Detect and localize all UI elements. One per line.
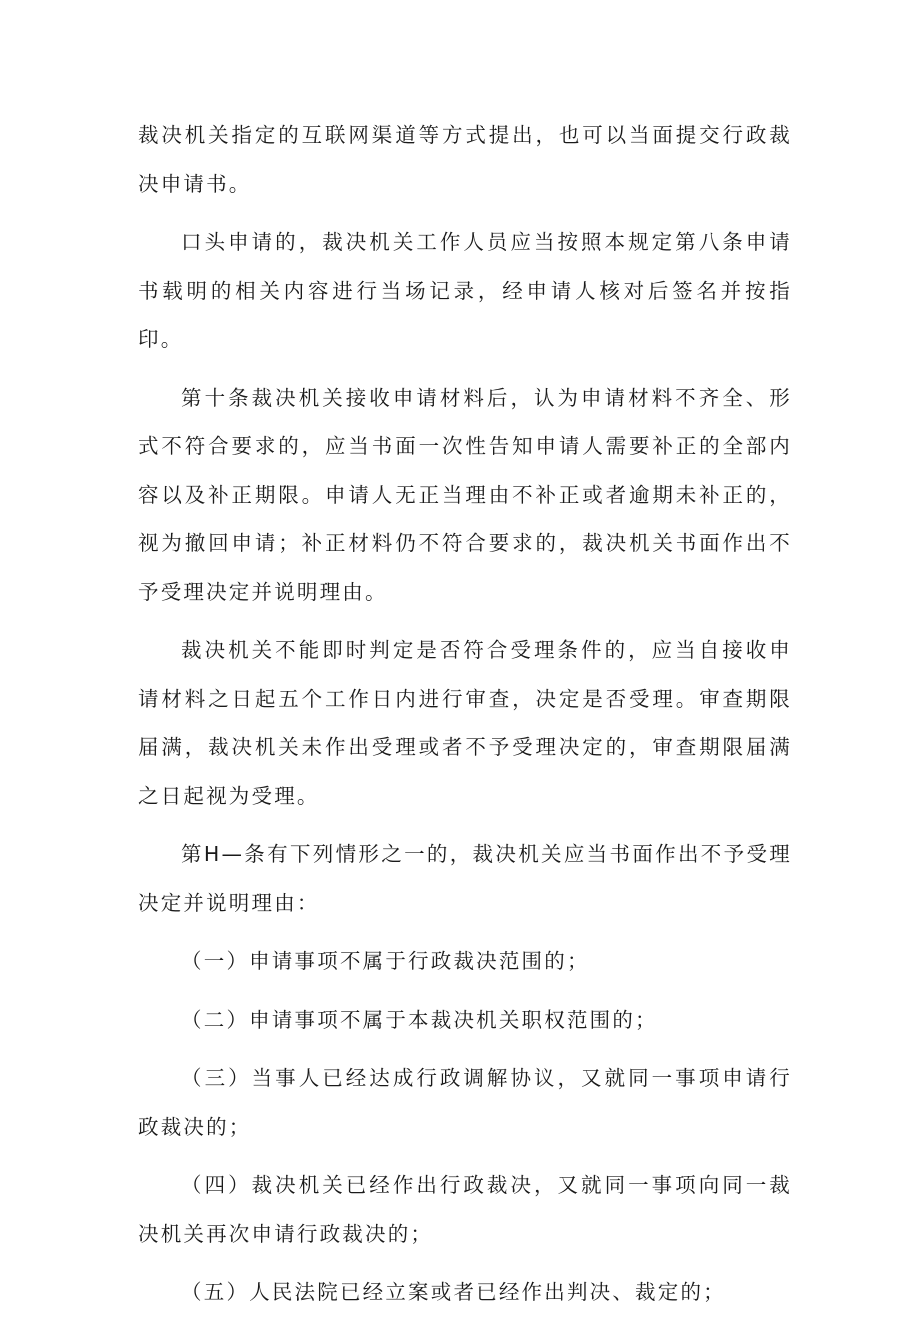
paragraph-article-10: 第十条裁决机关接收申请材料后，认为申请材料不齐全、形式不符合要求的，应当书面一次性告知申请人需要补正的全部内容以及补正期限。申请人无正当理由不补正或者逾期未补正的，视为撤回申请；补正材料仍不符合要求的，裁决机关书面作出不予受理决定并说明理由。 bbox=[138, 385, 792, 604]
list-item-5: （五）人民法院已经立案或者已经作出判决、裁定的； bbox=[181, 1280, 726, 1304]
paragraph-continuation: 裁决机关指定的互联网渠道等方式提出，也可以当面提交行政裁决申请书。 bbox=[138, 123, 792, 196]
paragraph-review-period: 裁决机关不能即时判定是否符合受理条件的，应当自接收申请材料之日起五个工作日内进行审查，决定是否受理。审查期限届满，裁决机关未作出受理或者不予受理决定的，审查期限届满之日起视为受理。 bbox=[138, 638, 792, 808]
paragraph-article-11: 第H—条有下列情形之一的，裁决机关应当书面作出不予受理决定并说明理由： bbox=[138, 842, 792, 915]
paragraph-oral-application: 口头申请的，裁决机关工作人员应当按照本规定第八条申请书载明的相关内容进行当场记录，经申请人核对后签名并按指印。 bbox=[138, 230, 792, 351]
list-item-2: （二）申请事项不属于本裁决机关职权范围的； bbox=[181, 1007, 658, 1032]
document-body bbox=[138, 111, 792, 1327]
list-item-3: （三）当事人已经达成行政调解协议，又就同一事项申请行政裁决的； bbox=[138, 1066, 792, 1139]
list-item-4: （四）裁决机关已经作出行政裁决，又就同一事项向同一裁决机关再次申请行政裁决的； bbox=[138, 1173, 792, 1246]
list-item-1: （一）申请事项不属于行政裁决范围的； bbox=[181, 949, 590, 973]
